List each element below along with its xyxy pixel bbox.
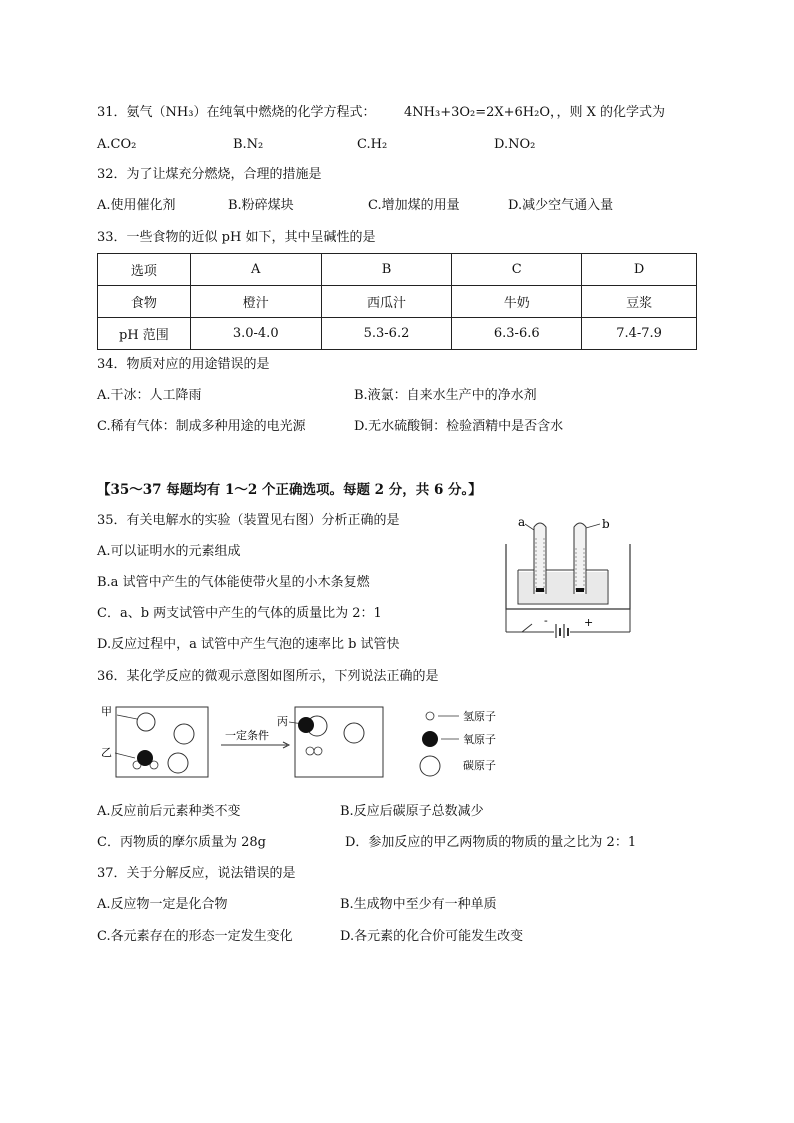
q36-option-a: A.反应前后元素种类不变 (97, 804, 241, 819)
reaction-micro-diagram (97, 703, 517, 785)
q34-option-d: D.无水硫酸铜：检验酒精中是否含水 (354, 419, 564, 434)
q36-option-d: D．参加反应的甲乙两物质的物质的量之比为 2：1 (345, 835, 637, 850)
q34-option-a: A.干冰：人工降雨 (97, 388, 202, 403)
ph-table (97, 253, 697, 350)
q32-stem: 32．为了让煤充分燃烧，合理的措施是 (97, 167, 322, 182)
q31-option-d: D.NO₂ (494, 137, 536, 152)
q35-option-c: C．a、b 两支试管中产生的气体的质量比为 2：1 (97, 606, 382, 621)
q35-option-b: B.a 试管中产生的气体能使带火星的小木条复燃 (97, 575, 370, 590)
table-cell: 牛奶 (452, 286, 582, 318)
electrolysis-apparatus-figure (500, 508, 640, 638)
q32-option-b: B.粉碎煤块 (228, 198, 294, 213)
plus-sign: + (584, 616, 594, 629)
q34-stem: 34．物质对应的用途错误的是 (97, 357, 270, 372)
table-cell: 西瓜汁 (321, 286, 452, 318)
q37-option-d: D.各元素的化合价可能发生改变 (340, 929, 524, 944)
table-cell: 7.4-7.9 (582, 318, 697, 350)
q35-option-a: A.可以证明水的元素组成 (97, 544, 241, 559)
table-row (98, 254, 697, 286)
minus-sign: - (544, 614, 548, 627)
q36-option-c: C．丙物质的摩尔质量为 28g (97, 835, 266, 850)
legend-carbon: 碳原子 (463, 759, 496, 772)
q32-option-d: D.减少空气通入量 (508, 198, 614, 213)
q35-stem: 35．有关电解水的实验（装置见右图）分析正确的是 (97, 513, 400, 528)
table-row (98, 318, 697, 350)
q37-option-a: A.反应物一定是化合物 (97, 897, 228, 912)
q35-option-d: D.反应过程中，a 试管中产生气泡的速率比 b 试管快 (97, 637, 400, 652)
legend-hydrogen: 氢原子 (463, 710, 496, 723)
table-cell: B (321, 254, 452, 286)
table-cell: 食物 (98, 286, 191, 318)
label-bing: 丙 (277, 715, 288, 728)
table-cell: pH 范围 (98, 318, 191, 350)
q37-option-c: C.各元素存在的形态一定发生变化 (97, 929, 293, 944)
q37-option-b: B.生成物中至少有一种单质 (340, 897, 497, 912)
q36-stem: 36．某化学反应的微观示意图如图所示，下列说法正确的是 (97, 669, 439, 684)
q34-option-b: B.液氯：自来水生产中的净水剂 (354, 388, 537, 403)
q36-option-b: B.反应后碳原子总数减少 (340, 804, 484, 819)
q31-equation: 4NH₃+3O₂=2X+6H₂O，，则 X 的化学式为 (404, 105, 666, 120)
q33-stem: 33．一些食物的近似 pH 如下，其中呈碱性的是 (97, 230, 376, 245)
q31-option-a: A.CO₂ (97, 137, 137, 152)
label-b: b (602, 517, 610, 531)
table-cell: 豆浆 (582, 286, 697, 318)
label-jia: 甲 (101, 705, 112, 718)
label-yi: 乙 (101, 746, 112, 759)
table-cell: D (582, 254, 697, 286)
table-cell: 3.0-4.0 (190, 318, 321, 350)
arrow-condition: 一定条件 (225, 729, 269, 742)
table-cell: 6.3-6.6 (452, 318, 582, 350)
table-row (98, 286, 697, 318)
q31-option-b: B.N₂ (233, 137, 264, 152)
q32-option-c: C.增加煤的用量 (368, 198, 460, 213)
q32-option-a: A.使用催化剂 (97, 198, 176, 213)
table-cell: A (190, 254, 321, 286)
q34-option-c: C.稀有气体：制成多种用途的电光源 (97, 419, 306, 434)
label-a: a (518, 515, 526, 529)
q37-stem: 37．关于分解反应，说法错误的是 (97, 866, 296, 881)
table-cell: 5.3-6.2 (321, 318, 452, 350)
table-cell: 橙汁 (190, 286, 321, 318)
table-cell: 选项 (98, 254, 191, 286)
q31-option-c: C.H₂ (357, 137, 388, 152)
table-cell: C (452, 254, 582, 286)
legend-oxygen: 氧原子 (463, 733, 496, 746)
q31-stem: 31．氨气（NH₃）在纯氧中燃烧的化学方程式： (97, 105, 376, 120)
section-header: 【35～37 每题均有 1～2 个正确选项。每题 2 分，共 6 分。】 (97, 482, 482, 498)
